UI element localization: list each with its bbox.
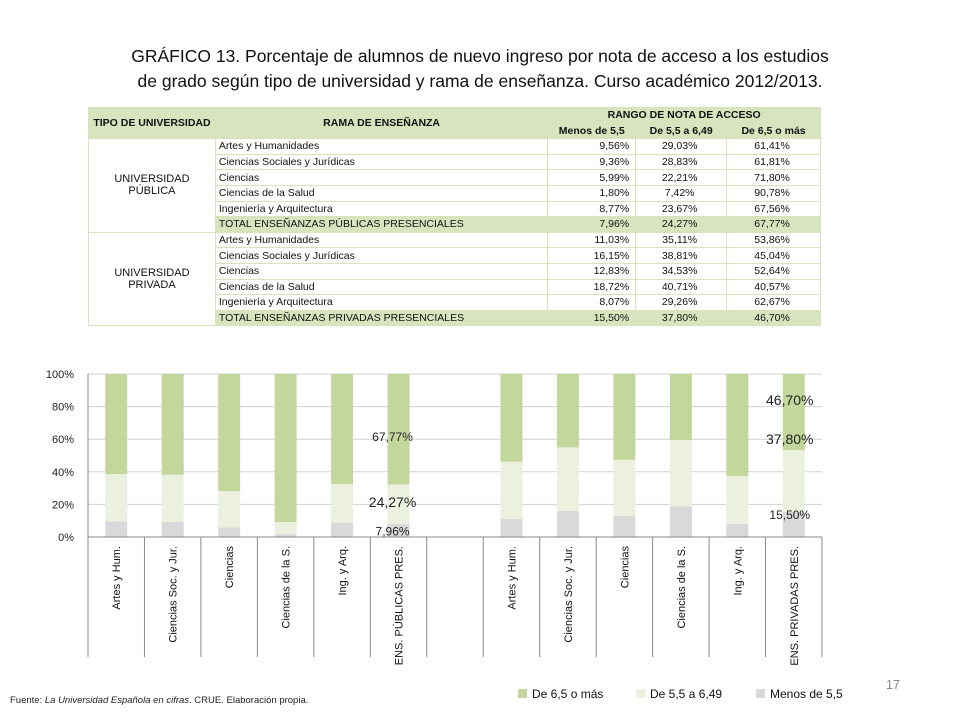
source-note (10, 695, 308, 706)
value-cell-5-5-a-6-49: 28,83% (636, 154, 727, 170)
header-tipo: TIPO DE UNIVERSIDAD (89, 108, 216, 139)
bar-segment-6-5-o-mas (500, 374, 522, 462)
data-label: 15,50% (769, 508, 811, 523)
bar-segment-menos-5-5 (613, 516, 635, 537)
university-type-label: UNIVERSIDAD PÚBLICA (89, 139, 216, 233)
value-cell-6-5-o-mas: 45,04% (727, 248, 821, 264)
legend-swatch (518, 689, 527, 698)
y-tick-label: 40% (51, 466, 74, 479)
rama-cell: Artes y Humanidades (215, 232, 547, 248)
value-cell-5-5-a-6-49: 35,11% (636, 232, 727, 248)
value-cell-6-5-o-mas: 61,81% (727, 154, 821, 170)
bar-segment-5-5-a-6-49 (670, 440, 692, 506)
value-cell-5-5-a-6-49: 34,53% (636, 263, 727, 279)
bar-segment-5-5-a-6-49 (162, 475, 184, 522)
y-tick-label: 100% (45, 369, 74, 381)
x-category-label: Ciencias Soc. y Jur. (562, 546, 575, 643)
rama-cell: Ciencias Sociales y Jurídicas (215, 248, 547, 264)
bar-segment-6-5-o-mas (613, 374, 635, 460)
rama-cell: Ingeniería y Arquitectura (215, 295, 547, 311)
x-category-label: Artes y Hum. (506, 546, 519, 610)
value-cell-5-5-a-6-49: 29,03% (636, 139, 727, 155)
rama-cell: Artes y Humanidades (215, 139, 547, 155)
bar-segment-5-5-a-6-49 (105, 474, 127, 521)
rama-cell: Ciencias Sociales y Jurídicas (215, 154, 547, 170)
bar-segment-6-5-o-mas (218, 374, 240, 491)
value-cell-6-5-o-mas: 67,77% (727, 217, 821, 233)
bar-segment-5-5-a-6-49 (331, 484, 353, 523)
value-cell-menos-5-5: 16,15% (548, 248, 636, 264)
value-cell-5-5-a-6-49: 29,26% (636, 295, 727, 311)
header-rama: RAMA DE ENSEÑANZA (215, 108, 547, 139)
value-cell-menos-5-5: 9,36% (548, 154, 636, 170)
y-tick-label: 20% (51, 499, 74, 512)
bar-segment-5-5-a-6-49 (218, 491, 240, 527)
value-cell-menos-5-5: 15,50% (548, 310, 636, 326)
bar-segment-menos-5-5 (557, 511, 579, 537)
bar-segment-6-5-o-mas (162, 374, 184, 475)
bar-segment-5-5-a-6-49 (500, 462, 522, 519)
data-label: 46,70% (766, 392, 814, 409)
data-label: 7,96% (375, 524, 410, 539)
x-category-label: Ciencias (224, 546, 237, 589)
bar-segment-menos-5-5 (331, 523, 353, 537)
value-cell-6-5-o-mas: 62,67% (727, 295, 821, 311)
rama-cell: Ingeniería y Arquitectura (215, 201, 547, 217)
value-cell-menos-5-5: 8,07% (548, 295, 636, 311)
page-number: 17 (886, 678, 900, 692)
value-cell-5-5-a-6-49: 22,21% (636, 170, 727, 186)
value-cell-6-5-o-mas: 46,70% (727, 310, 821, 326)
data-label: 24,27% (368, 493, 417, 510)
bar-segment-6-5-o-mas (105, 374, 127, 474)
value-cell-6-5-o-mas: 90,78% (727, 185, 821, 201)
value-cell-6-5-o-mas: 53,86% (727, 232, 821, 248)
value-cell-5-5-a-6-49: 40,71% (636, 279, 727, 295)
x-category-label: ENS. PRIVADAS PRES. (788, 546, 801, 666)
bar-segment-5-5-a-6-49 (613, 460, 635, 516)
bar-segment-menos-5-5 (670, 506, 692, 537)
bar-segment-6-5-o-mas (331, 374, 353, 484)
x-category-label: Ciencias de la S. (675, 546, 688, 629)
header-col1: Menos de 5,5 (548, 123, 636, 139)
x-category-label: Ing. y Arq. (732, 546, 745, 596)
x-category-label: Ciencias (619, 546, 632, 589)
bar-segment-5-5-a-6-49 (783, 450, 805, 512)
source-suffix: . CRUE. Elaboración propia. (189, 695, 309, 706)
legend-swatch (636, 689, 645, 698)
bar-segment-6-5-o-mas (726, 374, 748, 476)
bar-segment-6-5-o-mas (557, 374, 579, 447)
bar-segment-menos-5-5 (500, 519, 522, 537)
value-cell-6-5-o-mas: 40,57% (727, 279, 821, 295)
value-cell-5-5-a-6-49: 38,81% (636, 248, 727, 264)
value-cell-menos-5-5: 5,99% (548, 170, 636, 186)
x-category-label: ENS. PÚBLICAS PRES. (393, 546, 406, 666)
value-cell-5-5-a-6-49: 24,27% (636, 217, 727, 233)
rama-cell: Ciencias (215, 170, 547, 186)
rama-cell: Ciencias de la Salud (215, 279, 547, 295)
rama-cell: Ciencias de la Salud (215, 185, 547, 201)
x-category-label: Ciencias de la S. (280, 546, 293, 629)
bar-segment-5-5-a-6-49 (275, 522, 297, 534)
title-line-1: GRÁFICO 13. Porcentaje de alumnos de nuevo ingreso por nota de acceso a los estudios (131, 46, 829, 66)
value-cell-5-5-a-6-49: 23,67% (636, 201, 727, 217)
value-cell-menos-5-5: 18,72% (548, 279, 636, 295)
x-category-label: Ing. y Arq. (337, 546, 350, 596)
value-cell-menos-5-5: 7,96% (548, 217, 636, 233)
y-tick-label: 80% (51, 401, 74, 414)
source-title: La Universidad Española en cifras (44, 695, 190, 706)
bar-segment-5-5-a-6-49 (557, 447, 579, 510)
x-category-label: Artes y Hum. (111, 546, 124, 610)
value-cell-menos-5-5: 11,03% (548, 232, 636, 248)
rama-cell: Ciencias (215, 263, 547, 279)
data-label: 67,77% (372, 429, 413, 444)
legend-item-menos-5-5: Menos de 5,5 (770, 687, 843, 700)
university-type-label: UNIVERSIDAD PRIVADA (89, 232, 216, 326)
y-tick-label: 0% (58, 532, 74, 544)
header-rango: RANGO DE NOTA DE ACCESO (548, 108, 821, 124)
value-cell-menos-5-5: 1,80% (548, 185, 636, 201)
legend-swatch (756, 689, 765, 698)
bar-segment-menos-5-5 (218, 527, 240, 537)
bar-segment-5-5-a-6-49 (726, 476, 748, 524)
title-line-2: de grado según tipo de universidad y rama de enseñanza. Curso académico 2012/2013. (137, 71, 823, 91)
value-cell-5-5-a-6-49: 7,42% (636, 185, 727, 201)
x-category-label: Ciencias Soc. y Jur. (167, 546, 180, 643)
rama-cell: TOTAL ENSEÑANZAS PÚBLICAS PRESENCIALES (215, 217, 547, 233)
value-cell-menos-5-5: 12,83% (548, 263, 636, 279)
header-col3: De 6,5 o más (727, 123, 821, 139)
rama-cell: TOTAL ENSEÑANZAS PRIVADAS PRESENCIALES (215, 310, 547, 326)
value-cell-5-5-a-6-49: 37,80% (636, 310, 727, 326)
value-cell-menos-5-5: 8,77% (548, 201, 636, 217)
header-col2: De 5,5 a 6,49 (636, 123, 727, 139)
bar-segment-6-5-o-mas (275, 374, 297, 522)
legend-item-6-5-o-mas: De 6,5 o más (532, 687, 604, 700)
data-label: 37,80% (766, 431, 814, 448)
value-cell-menos-5-5: 9,56% (548, 139, 636, 155)
value-cell-6-5-o-mas: 71,80% (727, 170, 821, 186)
bar-segment-menos-5-5 (162, 522, 184, 537)
value-cell-6-5-o-mas: 67,56% (727, 201, 821, 217)
bar-segment-menos-5-5 (726, 524, 748, 537)
value-cell-6-5-o-mas: 52,64% (727, 263, 821, 279)
bar-segment-6-5-o-mas (670, 374, 692, 440)
bar-segment-menos-5-5 (105, 521, 127, 537)
source-prefix: Fuente: (10, 695, 45, 706)
value-cell-6-5-o-mas: 61,41% (727, 139, 821, 155)
y-tick-label: 60% (51, 434, 74, 447)
legend-item-5-5-a-6-49: De 5,5 a 6,49 (650, 687, 723, 700)
